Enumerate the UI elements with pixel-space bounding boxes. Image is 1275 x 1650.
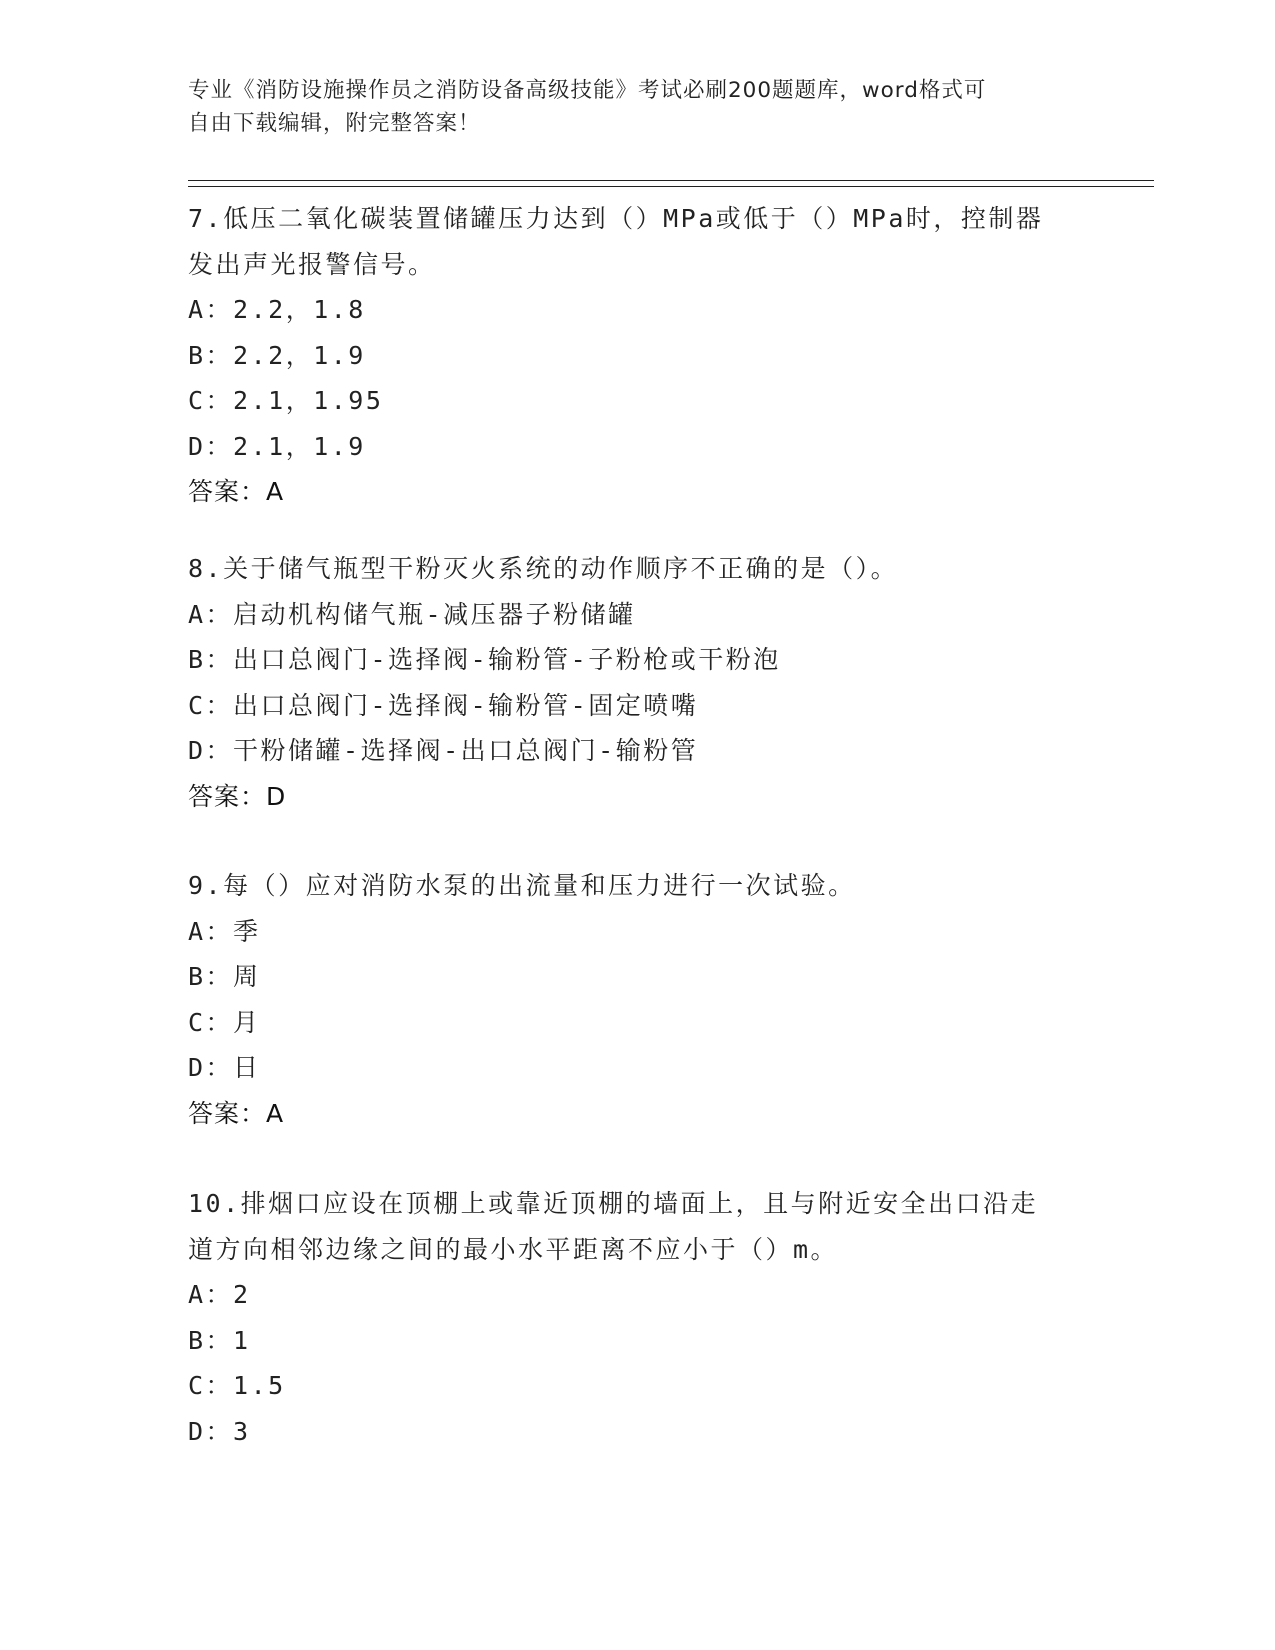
option-b: B：出口总阀门-选择阀-输粉管-子粉枪或干粉泡	[188, 645, 781, 674]
header-line-2: 自由下载编辑，附完整答案！	[188, 111, 481, 136]
answer-line: 答案：A	[188, 477, 285, 506]
question-text-line: 9.每（）应对消防水泵的出流量和压力进行一次试验。	[188, 871, 856, 900]
document-header	[188, 74, 1068, 140]
option-b: B：周	[188, 962, 261, 991]
option-c: C：1.5	[188, 1371, 286, 1400]
question-text-line: 道方向相邻边缘之间的最小水平距离不应小于（）m。	[188, 1234, 839, 1264]
option-b: B：1	[188, 1325, 251, 1355]
question-text-line: 发出声光报警信号。	[188, 249, 436, 279]
option-c: C：出口总阀门-选择阀-输粉管-固定喷嘴	[188, 690, 699, 720]
option-a: A：季	[188, 916, 261, 946]
answer-line: 答案：D	[188, 781, 287, 811]
question-8	[188, 546, 1088, 819]
option-d: D：2.1，1.9	[188, 431, 366, 461]
option-d: D：日	[188, 1053, 261, 1082]
question-text-line: 10.排烟口应设在顶棚上或靠近顶棚的墙面上，且与附近安全出口沿走	[188, 1189, 1039, 1218]
option-d: D：干粉储罐-选择阀-出口总阀门-输粉管	[188, 736, 699, 765]
header-divider-top	[188, 180, 1154, 181]
option-c: C：2.1，1.95	[188, 386, 384, 415]
option-a: A：2	[188, 1280, 251, 1309]
question-text-line: 8.关于储气瓶型干粉灭火系统的动作顺序不正确的是（）。	[188, 554, 899, 583]
option-a: A：启动机构储气瓶-减压器子粉储罐	[188, 599, 636, 629]
answer-line: 答案：A	[188, 1098, 285, 1128]
option-c: C：月	[188, 1007, 261, 1037]
question-9	[188, 863, 1088, 1136]
option-b: B：2.2，1.9	[188, 340, 366, 370]
question-7	[188, 196, 1088, 514]
question-text-line: 7.低压二氧化碳装置储罐压力达到（）MPa或低于（）MPa时，控制器	[188, 204, 1044, 233]
header-line-1: 专业《消防设施操作员之消防设备高级技能》考试必刷200题题库，word格式可	[188, 78, 987, 103]
option-d: D：3	[188, 1416, 251, 1446]
header-divider-bottom	[188, 186, 1154, 187]
option-a: A：2.2，1.8	[188, 295, 366, 324]
question-10	[188, 1181, 1088, 1454]
